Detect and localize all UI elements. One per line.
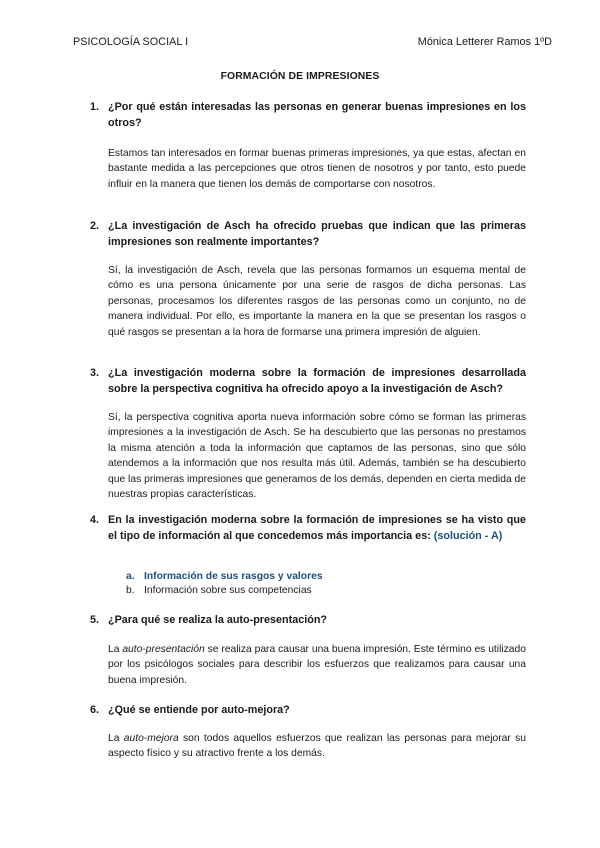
question-text: ¿La investigación moderna sobre la formación de impresiones desarrollada sobre la perspectiva cognitiva ha ofrecido apoyo a la investigación de Asch? xyxy=(108,367,526,395)
option-b xyxy=(126,584,312,598)
question-text: ¿La investigación de Asch ha ofrecido pruebas que indican que las primeras impresiones son realmente importantes? xyxy=(108,220,526,248)
header-course: PSICOLOGÍA SOCIAL I xyxy=(73,36,189,48)
option-a xyxy=(126,570,323,584)
question-number: 5. xyxy=(90,614,100,626)
question-text: ¿Por qué están interesadas las personas en generar buenas impresiones en los otros? xyxy=(108,101,526,129)
question-1 xyxy=(90,100,526,131)
answer-1: Estamos tan interesados en formar buenas primeras impresiones, ya que estas, afectan en bastante medida a las percepciones que otros tienen de nosotros y por tanto, esto puede influir en la manera que tienen los demás de comportarse con nosotros. xyxy=(108,148,526,190)
question-6 xyxy=(90,703,526,719)
answer-term: auto-presentación xyxy=(122,644,205,655)
question-2 xyxy=(90,219,526,250)
question-number: 6. xyxy=(90,704,100,716)
question-text: ¿Qué se entiende por auto-mejora? xyxy=(108,704,290,716)
option-letter: b. xyxy=(126,585,135,596)
question-number: 2. xyxy=(90,220,100,232)
answer-6 xyxy=(108,731,526,762)
question-text-main: En la investigación moderna sobre la formación de impresiones se ha visto que el tipo de información al que concedemos más importancia es: xyxy=(108,514,526,542)
option-text: Información sobre sus competencias xyxy=(144,585,312,596)
question-number: 4. xyxy=(90,514,100,526)
question-text: ¿Para qué se realiza la auto-presentación? xyxy=(108,614,328,626)
answer-text: La xyxy=(108,733,124,744)
document-title: FORMACIÓN DE IMPRESIONES xyxy=(220,71,380,82)
question-4 xyxy=(90,513,526,544)
answer-2: Sí, la investigación de Asch, revela que las personas formamos un esquema mental de cómo es una persona únicamente por una serie de rasgos de dicha personas. Las personas, procesamos los diferentes rasgos de las personas como un conjunto, no de manera individual. Por ello, es importante la manera en la que se presentan los rasgos o qué rasgos se presentan a la hora de formarse una primera impresión de alguien. xyxy=(108,265,526,338)
answer-text: se realiza para causar una buena impresión. Este término es utilizado por los psicólogos sociales para describir los esfuerzos que realizamos para causar una buena impresión. xyxy=(108,644,526,686)
answer-term: auto-mejora xyxy=(123,733,179,744)
option-letter: a. xyxy=(126,571,135,582)
question-5 xyxy=(90,613,526,629)
option-text: Información de sus rasgos y valores xyxy=(144,571,323,582)
question-text xyxy=(108,513,526,544)
question-number: 1. xyxy=(90,101,100,113)
answer-5 xyxy=(108,642,526,688)
answer-3: Sí, la perspectiva cognitiva aporta nueva información sobre cómo se forman las primeras impresiones a la investigación de Asch. Se ha descubierto que las personas no prestamos la misma atención a toda la información que captamos de las personas, sino que sólo atendemos a la información que nos resulta más útil. Además, también se ha descubierto que las primeras impresiones que generamos de los demás, dependen en cierta medida de nuestras propias características. xyxy=(108,412,526,501)
answer-text: son todos aquellos esfuerzos que realizan las personas para mejorar su aspecto físico y su atractivo frente a los demás. xyxy=(108,733,526,760)
solution-label: (solución - A) xyxy=(433,529,503,542)
header-author: Mónica Letterer Ramos 1ºD xyxy=(417,36,552,48)
question-3 xyxy=(90,366,526,397)
answer-text: La xyxy=(108,644,123,655)
question-number: 3. xyxy=(90,367,100,379)
